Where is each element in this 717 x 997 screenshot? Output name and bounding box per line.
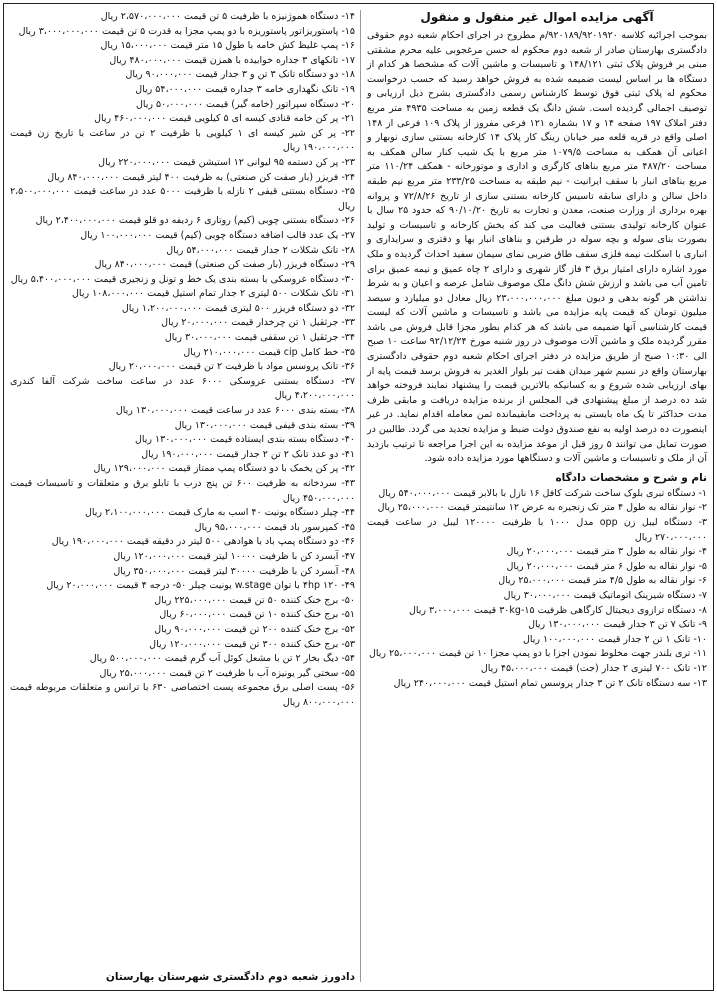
list-item: ۲۱- پر کن خامه قنادی کیسه ای ۵ کیلویی قیمت ۴۶۰،۰۰۰،۰۰۰ ریال bbox=[94, 113, 355, 125]
list-item: ۳۲- دو دستگاه فریزر ۵۰۰ لیتری قیمت ۱،۲۰۰،۰۰۰،۰۰۰ ریال bbox=[121, 302, 355, 314]
list-item: ۵۴- دیگ بخار ۲ تن با مشعل کوئل آب گرم قیمت ۵۰۰،۰۰۰،۰۰۰ ریال bbox=[89, 653, 355, 665]
list-item: ۱۶- پمپ غلیظ کش خامه با طول ۱۵ متر قیمت ۱۵،۰۰۰،۰۰۰ ریال bbox=[100, 40, 355, 52]
list-item: ۳۹- بسته بندی قیفی قیمت ۱۳۰،۰۰۰،۰۰۰ ریال bbox=[174, 419, 355, 431]
right-column bbox=[367, 10, 707, 691]
list-item: ۲۴- فریزر (بار صفت کن صنعتی) به ظرفیت ۴۰۰ لیتر قیمت ۸۴۰،۰۰۰،۰۰۰ ریال bbox=[47, 171, 355, 183]
list-item: ۳- دستگاه لیبل زن opp مدل ۱۰۰۰ با ظرفیت ۱۲۰۰۰۰ لیبل در ساعت قیمت ۲۷۰،۰۰۰،۰۰۰ ریال bbox=[367, 517, 707, 543]
list-item: ۲۳- پر کن دستمه ۹۵ لیوانی ۱۲ استیشن قیمت ۲۲۰،۰۰۰،۰۰۰ ریال bbox=[98, 156, 355, 168]
list-item: ۱۸- دو دستگاه تانک ۳ تن و ۳ جدار قیمت ۹۰،۰۰۰،۰۰۰ ریال bbox=[125, 69, 355, 81]
list-item: ۹- تانک ۷ تن ۳ جدار قیمت ۱۳۰،۰۰۰،۰۰۰ ریال bbox=[528, 619, 707, 631]
list-item: ۳۰- دستگاه عروسکی با بسته بندی یک خط و تونل و زنجیری قیمت ۵،۴۰۰،۰۰۰،۰۰۰ ریال bbox=[10, 273, 355, 285]
list-item: ۳۷- دستگاه بستنی عروسکی ۶۰۰۰ عدد در ساعت ساخت شرکت آلفا کندری ۴،۲۰۰،۰۰۰،۰۰۰ ریال bbox=[10, 375, 356, 402]
list-item: ۲۲- پر کن شیر کیسه ای ۱ کیلویی با ظرفیت ۲ تن در ساعت با تاریخ زن قیمت ۱۹۰،۰۰۰،۰۰۰ ریال bbox=[10, 127, 356, 154]
item-list-title: نام و شرح و مشخصات دادگاه bbox=[555, 471, 707, 484]
list-item: ۴۸- آبسرد کن با ظرفیت ۳۰۰۰۰ لیتر قیمت ۳۵۰،۰۰۰،۰۰۰ ریال bbox=[113, 565, 355, 577]
list-item: ۸- دستگاه ترازوی دیجیتال کارگاهی ظرفیت ۱۵-۳۰kg قیمت ۳،۰۰۰،۰۰۰ ریال bbox=[408, 604, 707, 616]
list-item: ۱۲- تانک ۷۰۰ لیتری ۲ جدار (جت) قیمت ۴۵،۰۰۰،۰۰۰ ریال bbox=[480, 662, 707, 674]
list-item: ۱۱- تری بلندر جهت مخلوط نمودن اجزا با دو پمپ مجزا ۱۰ تن قیمت ۲۵،۰۰۰،۰۰۰ ریال bbox=[368, 648, 707, 660]
list-item: ۴۵- کمپرسور باد قیمت ۹۵،۰۰۰،۰۰۰ ریال bbox=[194, 521, 355, 533]
list-item: ۱- دستگاه تبری بلوک ساخت شرکت کافل ۱۶ نازل با بالابر قیمت ۵۴۰،۰۰۰،۰۰۰ ریال bbox=[378, 487, 707, 499]
list-item: ۲- نوار نقاله به طول ۴ متر تک زنجیره به عرض ۱۲ سانتیمتر قیمت ۲۵،۰۰۰،۰۰۰ ریال bbox=[377, 502, 707, 514]
list-item: ۲۶- دستگاه بستنی چوبی (کیم) روتاری ۶ ردیفه دو قلو قیمت ۲،۴۰۰،۰۰۰،۰۰۰ ریال bbox=[35, 215, 355, 227]
list-item: ۳۳- جرثقیل ۱ تن چرخدار قیمت ۲۰،۰۰۰،۰۰۰ ریال bbox=[161, 317, 355, 329]
left-column bbox=[10, 10, 355, 711]
list-item: ۵۱- برج خنک کننده ۱۰ تن قیمت ۶۰،۰۰۰،۰۰۰ ریال bbox=[159, 609, 355, 621]
list-item: ۳۶- تانک پروسس مواد با ظرفیت ۲ تن قیمت ۲۰،۰۰۰،۰۰۰ ریال bbox=[108, 361, 355, 373]
list-item: ۴۰- دستگاه بسته بندی ایستاده قیمت ۱۳۰،۰۰۰،۰۰۰ ریال bbox=[134, 434, 355, 446]
list-item: ۵۵- سختی گیر یونیزه آب با ظرفیت ۲ تن قیمت ۲۵،۰۰۰،۰۰۰ ریال bbox=[99, 667, 355, 679]
item-list-left bbox=[10, 10, 355, 711]
list-item: ۴۷- آبسرد کن با ظرفیت ۱۰۰۰۰ لیتر قیمت ۱۲۰،۰۰۰،۰۰۰ ریال bbox=[113, 550, 355, 562]
notice-title: آگهی مزایده اموال غیر منقول و منقول bbox=[420, 10, 654, 24]
list-item: ۳۴- جرثقیل ۱ تن سقفی قیمت ۳۰،۰۰۰،۰۰۰ ریال bbox=[164, 332, 355, 344]
list-item: ۴۳- سردخانه به ظرفیت ۶۰۰ تن پنج درب با تابلو برق و متعلقات و تاسیسات قیمت ۴۵۰،۰۰۰،۰۰۰ ریال bbox=[10, 478, 355, 504]
list-item: ۳۱- تانک شکلات ۵۰۰ لیتری ۲ جدار تمام استیل قیمت ۱۰۸،۰۰۰،۰۰۰ ریال bbox=[72, 288, 355, 300]
list-item: ۲۰- دستگاه سپراتور (خامه گیر) قیمت ۵۰،۰۰۰،۰۰۰ ریال bbox=[135, 98, 355, 110]
notice-body: بموجب اجرائیه کلاسه ۹۲۰۱۸۹/۹۲۰۱۹۲۰/م مطروح در اجرای احکام شعبه دوم حقوقی دادگستری بهارستان صادر از شعبه دوم محکوم له حسن مرغجوبی علیه محرم مشقتی مبنی بر فروش پلاک ثبتی ۱۴۸/۱۲۱ و تاسیسات و ماشین آلات که مشخصا هر کدام از دستگاه ها بر اساس لیست ضمیمه شده به فروش خواهد رسید که حسب درخواست محکوم له پلاک ثبتی فوق توسط کارشناس رسمی دادگستری بشرح ذیل ارزیابی و توصیف اجمالی گردیده است. شش دانگ یک قطعه زمین به مساحت ۴۹۳۵ متر مربع دفتر املاک ۱۹۷ صفحه ۱۴ و ۱۷ بشماره ۱۲۱ فرعی مفروز از پلاک ۱۰۹ فرعی از ۱۴۸ اصلی واقع در قریه قلعه میر خیابان رینگ کار پلاک ۱۴ کارخانه بستنی سازی نوبهار و اعیانی آن همکف به مساحت ۱۰۷۹/۵ متر مربع با یک شیب کنار سالن همکف به مساحت ۴۸۷/۲۰ متر مربع بناهای کارگری و اداری و موتورخانه - همکف ۱۱۰/۲۴ متر مربع بناهای انبار با سقف ایرانیت - نیم طبقه به مساحت ۲۳۳/۲۵ متر مربع نیم طبقه داخل سالن و دارای سابقه تاسیس کارخانه بستنی سازی از تاریخ ۷۲/۸/۲۶ و پروانه بهره برداری از وزارت صنعت، معدن و تجارت به تاریخ ۹۰/۱۰/۲۰ که حدود ۲۵ سال با عنوان کارخانه تولیدی بستنی فعالیت می کند که بخش کارخانه و تاسیسات و تولید بصورت بنای سوله و بچه سوله در طرفین و بناهای انبار بها و دفتری و سرایداری و انباری با اسکلت نیمه فلزی سقف طاق ضربی نمای سیمان سفید احداث گردیده و ملک مورد اشاره دارای امتیاز برق ۳ فاز گاز شهری و دارای ۲ چاه عمیق و نیمه عمیق برای تامین آب می باشد و ارزش شش دانگ ملک موصوف شامل عرصه و اعیان و به شرط نداشتن هر گونه بدهی و دیون مبلغ ۲۳،۰۰۰،۰۰۰،۰۰۰ ریال معادل دو میلیارد و سیصد میلیون تومان که قیمت پایه مزایده می باشد و تاسیسات و ماشین آلات که لیست قیمت کارشناسی آنها ضمیمه می باشد که هر کدام بطور مجزا قابل فروش می باشد مقرر گردیده ملک و ماشین آلات موصوف در روز شنبه مورخ ۹۲/۱۲/۲۴ ساعت ۱۰ صبح الی ۱۰:۳۰ صبح از طریق مزایده در دفتر اجرای احکام شعبه دوم حقوقی دادگستری بهارستان واقع در نسیم شهر میدان هفت تیر بلوار الغدیر به فروش برسد قیمت پایه از بهای ارزیابی شده شروع و به کسانیکه بالاترین قیمت را پیشنهاد نمایند فروخته خواهد شد ده درصد از مبلغ پیشنهادی فی المجلس از برنده مزایده دریافت و مابقی ظرف مدت حداکثر تا یک ماه بایستی به پرداخت مابقیمانده ثمن معامله اقدام نماید. در غیر اینصورت ده درصد اولیه به نفع صندوق دولت ضبط و مزایده تجدید می گردد. طالبین در صورت تمایل می توانند ۵ روز قبل از موعد مزایده به این اجرا مراجعه تا ترتیب بازدید آن از ملک و تاسیسات و ماشین آلات و دستگاهها مورد مزایده داده شود. bbox=[367, 30, 708, 465]
list-item: ۵- نوار نقاله به طول ۶ متر قیمت ۲۰،۰۰۰،۰۰۰ ریال bbox=[506, 560, 707, 572]
list-item: ۴۶- دو دستگاه پمپ باد با هوادهی ۵۰۰ لیتر در دقیقه قیمت ۱۹۰،۰۰۰،۰۰۰ ریال bbox=[51, 536, 355, 548]
list-item: ۴۱- دو عدد تانک ۲ تن ۲ جدار قیمت ۱۹۰،۰۰۰،۰۰۰ ریال bbox=[141, 448, 355, 460]
notice-signature: دادورز شعبه دوم دادگستری شهرستان بهارستان bbox=[105, 971, 355, 983]
column-divider bbox=[360, 10, 361, 982]
list-item: ۱۰- تانک ۱ تن ۲ جدار قیمت ۱۰۰،۰۰۰،۰۰۰ ریال bbox=[522, 633, 707, 645]
list-item: ۴۲- پر کن یخمک با دو دستگاه پمپ ممتاز قیمت ۱۲۹،۰۰۰،۰۰۰ ریال bbox=[93, 463, 355, 475]
list-item: ۳۵- خط کامل cip قیمت ۲۱۰،۰۰۰،۰۰۰ ریال bbox=[183, 346, 355, 358]
list-item: ۵۲- برج خنک کننده ۲۰۰ تن قیمت ۹۰،۰۰۰،۰۰۰ ریال bbox=[154, 623, 355, 635]
list-item: ۴۹- ۴hp ۱۲۰ با توان w.stage یونیت چیلر ۵۰- درجه ۴ قیمت ۲۰،۰۰۰،۰۰۰ ریال bbox=[46, 580, 355, 592]
list-item: ۱۵- پاستوریزاتور پاستوریزه با دو پمپ مجزا به قدرت ۵ تن قیمت ۳،۰۰۰،۰۰۰،۰۰۰ ریال bbox=[18, 25, 355, 37]
list-item: ۶- نوار نقاله به طول ۴/۵ متر قیمت ۲۵،۰۰۰،۰۰۰ ریال bbox=[498, 575, 707, 587]
list-item: ۲۹- دستگاه فریزر (بار صفت کن صنعتی) قیمت ۸۴۰،۰۰۰،۰۰۰ ریال bbox=[94, 259, 355, 271]
list-item: ۴۴- چیلر دستگاه یونیت ۴۰ اسب به مارک قیمت ۲،۱۰۰،۰۰۰،۰۰۰ ریال bbox=[84, 507, 355, 519]
list-item: ۴- نوار نقاله به طول ۳ متر قیمت ۲۰،۰۰۰،۰۰۰ ریال bbox=[506, 546, 707, 558]
list-item: ۲۷- یک عدد قالب اضافه دستگاه چوبی (کیم) قیمت ۱۰۰،۰۰۰،۰۰۰ ریال bbox=[80, 229, 355, 241]
list-item: ۷- دستگاه شیرینک اتوماتیک قیمت ۳۰،۰۰۰،۰۰۰ ریال bbox=[503, 589, 707, 601]
newspaper-notice bbox=[3, 3, 714, 991]
list-item: ۵۳- برج خنک کننده ۳۰۰ تن قیمت ۱۲۰،۰۰۰،۰۰۰ ریال bbox=[149, 638, 355, 650]
list-item: ۳۸- بسته بندی ۶۰۰۰ عدد در ساعت قیمت ۱۳۰،۰۰۰،۰۰۰ ریال bbox=[115, 405, 355, 417]
list-item: ۱۹- تانک نگهداری خامه ۳ جداره قیمت ۵۴،۰۰۰،۰۰۰ ریال bbox=[135, 83, 355, 95]
list-item: ۵۶- پست اصلی برق مجموعه پست اختصاصی ۶۳۰ با ترانس و متعلقات مربوطه قیمت ۸۰۰،۰۰۰،۰۰۰ ریال bbox=[10, 682, 355, 708]
list-item: ۵۰- برج خنک کننده ۵۰ تن قیمت ۲۲۵،۰۰۰،۰۰۰ ریال bbox=[154, 594, 355, 606]
list-item: ۲۵- دستگاه بستنی قیفی ۲ نازله با ظرفیت ۵۰۰۰ عدد در ساعت قیمت ۲،۵۰۰،۰۰۰،۰۰۰ ریال bbox=[10, 186, 355, 212]
list-item: ۱۳- سه دستگاه تانک ۲ تن ۳ جدار پروسس تمام استیل قیمت ۲۴۰،۰۰۰،۰۰۰ ریال bbox=[393, 677, 707, 689]
list-item: ۲۸- تانک شکلات ۲ جدار قیمت ۵۴،۰۰۰،۰۰۰ ریال bbox=[166, 244, 355, 256]
item-list-right bbox=[367, 487, 707, 691]
list-item: ۱۷- تانکهای ۳ جداره خوابیده با همزن قیمت ۴۸۰،۰۰۰،۰۰۰ ریال bbox=[109, 54, 355, 66]
list-item: ۱۴- دستگاه هموژنیزه با ظرفیت ۵ تن قیمت ۲،۵۷۰،۰۰۰،۰۰۰ ریال bbox=[100, 11, 355, 22]
